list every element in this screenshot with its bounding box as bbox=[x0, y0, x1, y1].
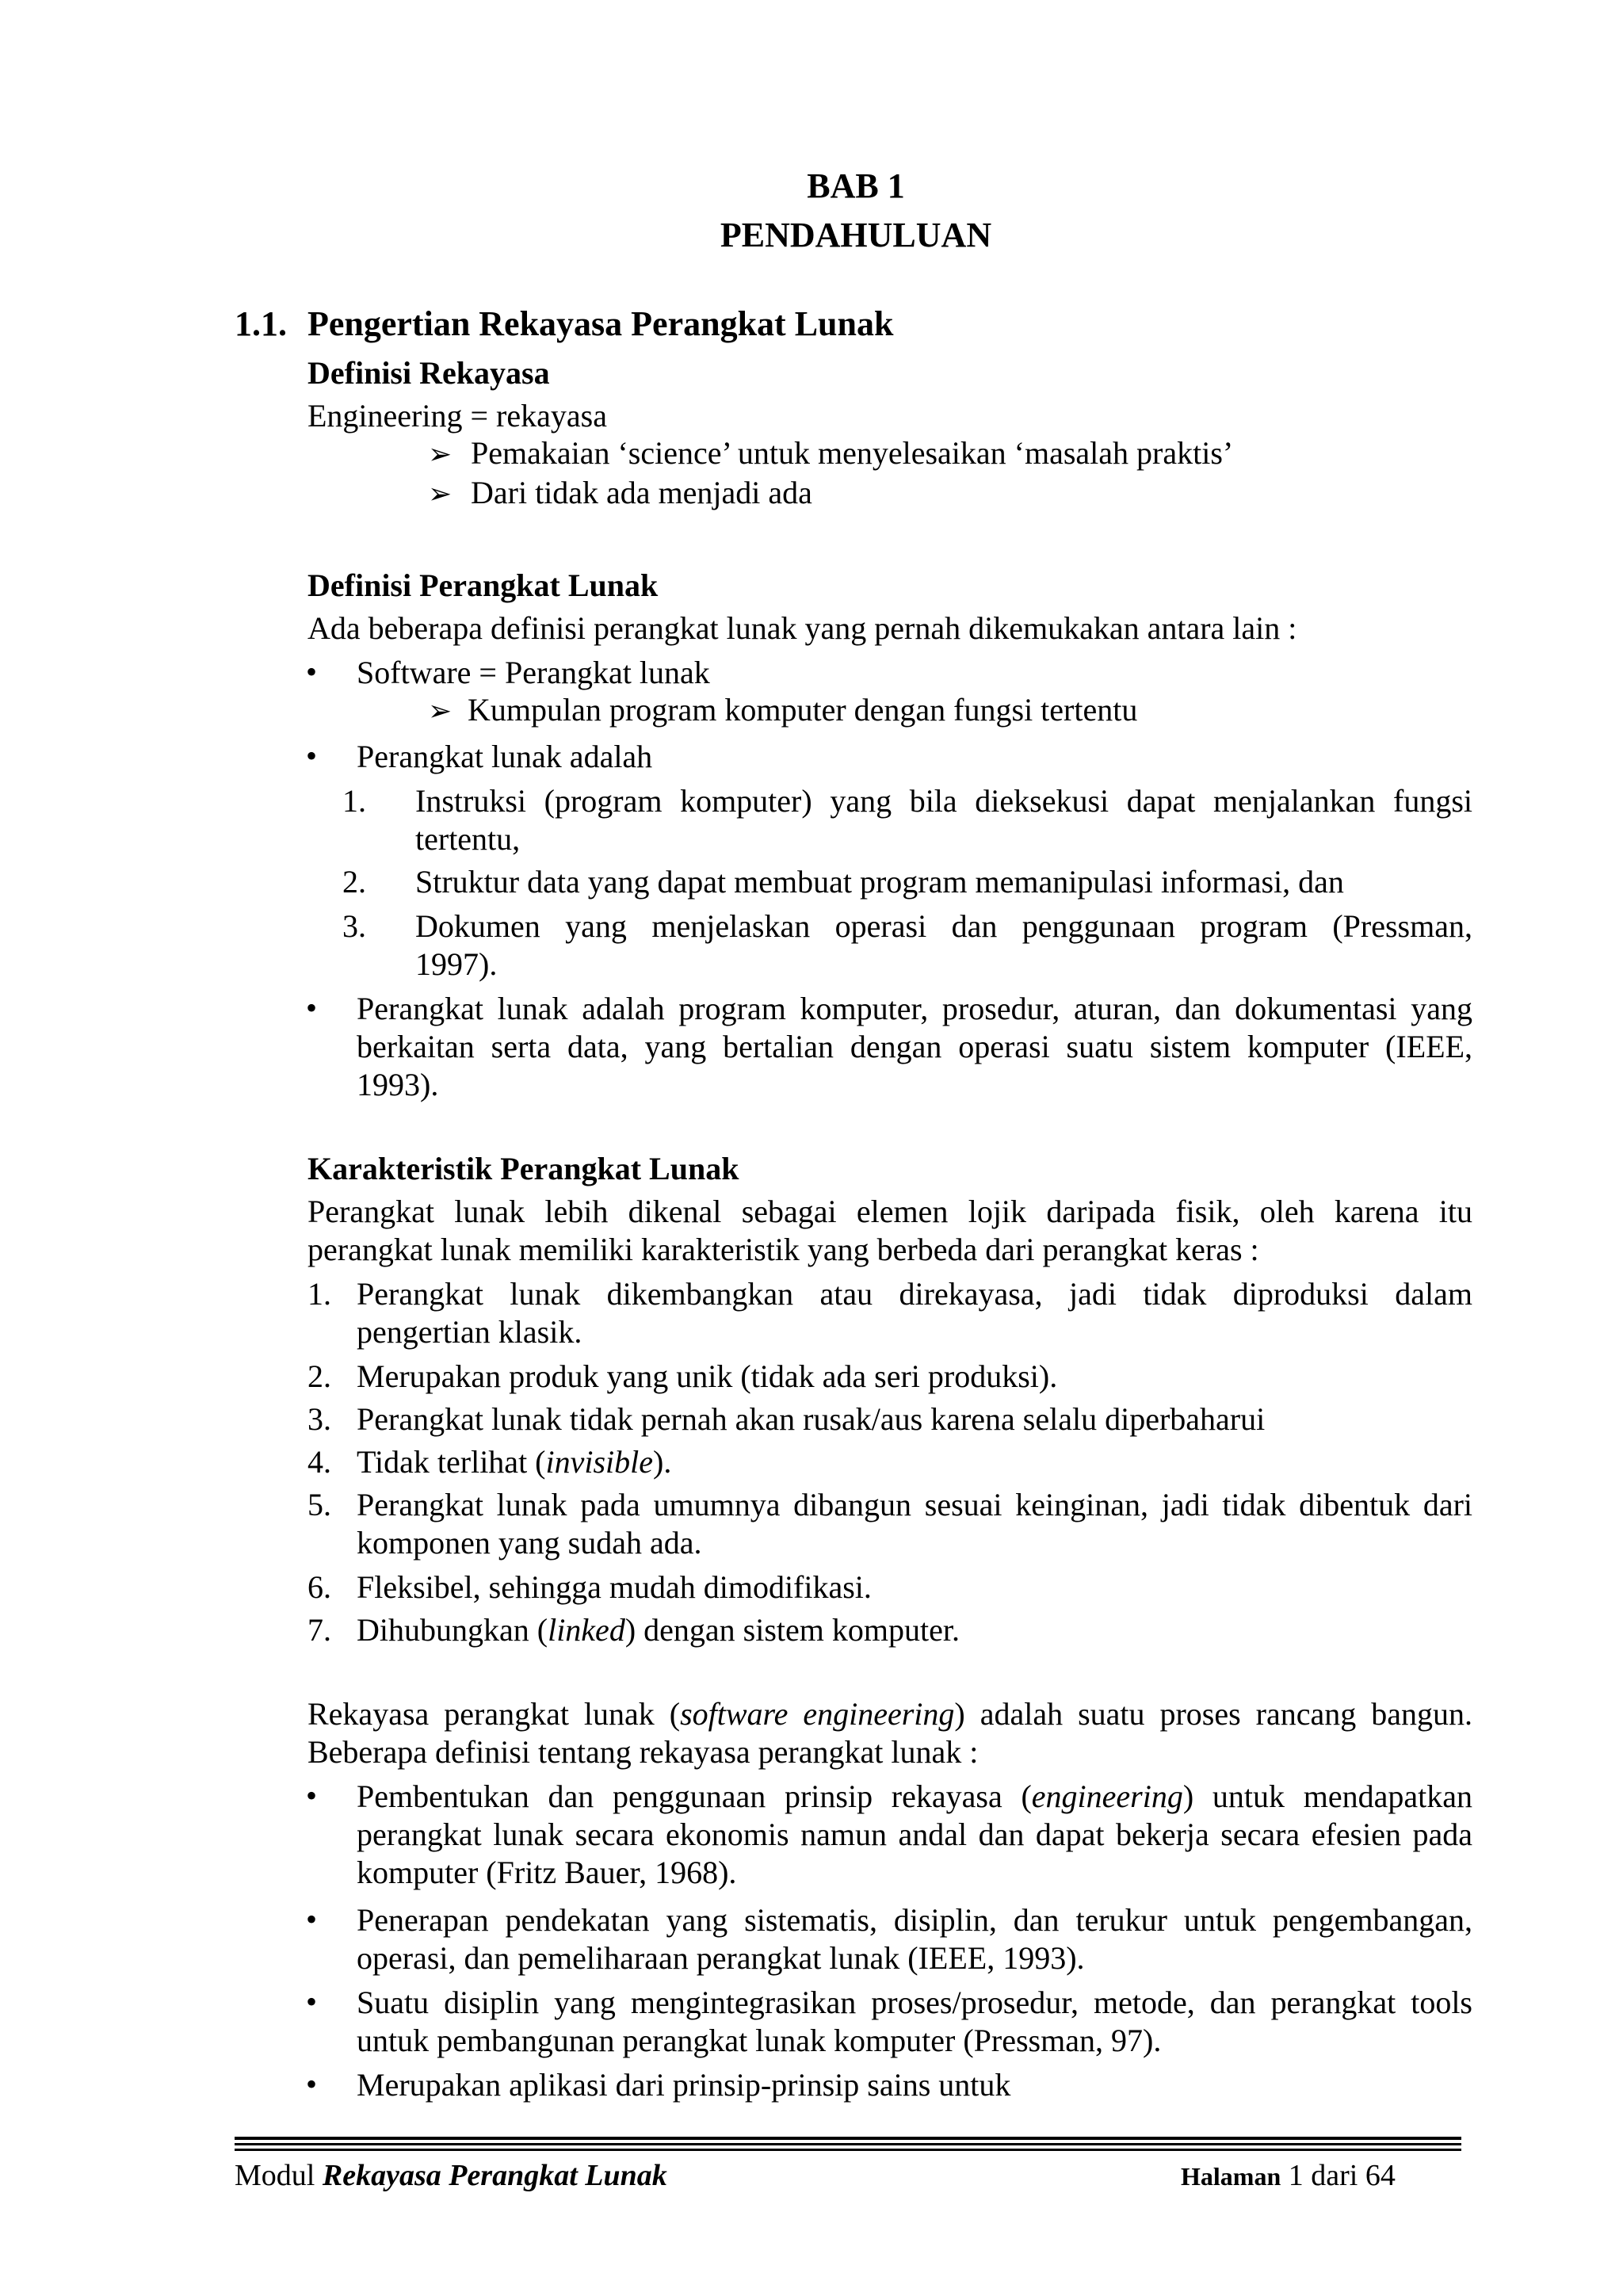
rpl-definition: Penerapan pendekatan yang sistematis, disiplin, dan terukur untuk pengembangan, bbox=[357, 1902, 1472, 1938]
rekayasa-point: Dari tidak ada menjadi ada bbox=[471, 475, 812, 510]
footer-divider bbox=[235, 2149, 1461, 2151]
ieee-definition-cont: 1993). bbox=[357, 1067, 439, 1102]
rpl-definition-cont: operasi, dan pemeliharaan perangkat lunak (IEEE, 1993). bbox=[357, 1940, 1085, 1976]
bullet-icon: • bbox=[306, 738, 318, 774]
arrow-bullet-icon: ➢ bbox=[428, 695, 453, 727]
numbered-definition-cont: tertentu, bbox=[415, 821, 521, 857]
chapter-title: PENDAHULUAN bbox=[720, 216, 992, 254]
definisi-intro: Ada beberapa definisi perangkat lunak yang pernah dikemukakan antara lain : bbox=[307, 610, 1297, 646]
rpl-intro-cont: Beberapa definisi tentang rekayasa perangkat lunak : bbox=[307, 1734, 979, 1770]
heading-definisi-perangkat-lunak: Definisi Perangkat Lunak bbox=[307, 567, 659, 603]
section-title: Pengertian Rekayasa Perangkat Lunak bbox=[307, 304, 894, 343]
footer-page-number: Halaman 1 dari 64 bbox=[1181, 2159, 1396, 2192]
footer-divider bbox=[235, 2137, 1461, 2140]
list-number: 6. bbox=[307, 1569, 331, 1605]
list-number: 3. bbox=[342, 908, 366, 944]
karakteristik-item-cont: pengertian klasik. bbox=[357, 1314, 582, 1350]
ieee-definition-cont: berkaitan serta data, yang bertalian dengan operasi suatu sistem komputer (IEEE, bbox=[357, 1029, 1472, 1064]
bullet-icon: • bbox=[306, 1984, 318, 2019]
bullet-icon: • bbox=[306, 990, 318, 1026]
arrow-bullet-icon: ➢ bbox=[428, 438, 453, 470]
bullet-icon: • bbox=[306, 1901, 318, 1937]
karakteristik-item-cont: komponen yang sudah ada. bbox=[357, 1525, 702, 1561]
footer-module: Modul Rekayasa Perangkat Lunak bbox=[235, 2159, 667, 2192]
karakteristik-item: Merupakan produk yang unik (tidak ada seri produksi). bbox=[357, 1358, 1058, 1394]
karakteristik-item: Perangkat lunak pada umumnya dibangun sesuai keinginan, jadi tidak dibentuk dari bbox=[357, 1487, 1472, 1522]
ieee-definition: Perangkat lunak adalah program komputer, prosedur, aturan, dan dokumentasi yang bbox=[357, 991, 1472, 1026]
list-number: 7. bbox=[307, 1612, 331, 1648]
chapter-number: BAB 1 bbox=[807, 166, 905, 205]
numbered-definition: Struktur data yang dapat membuat program memanipulasi informasi, dan bbox=[415, 864, 1344, 900]
bullet-icon: • bbox=[306, 2066, 318, 2102]
rpl-definition: Pembentukan dan penggunaan prinsip rekayasa (engineering) untuk mendapatkan bbox=[357, 1778, 1472, 1814]
numbered-definition: Instruksi (program komputer) yang bila dieksekusi dapat menjalankan fungsi bbox=[415, 783, 1472, 819]
karakteristik-item: Tidak terlihat (invisible). bbox=[357, 1444, 672, 1480]
numbered-definition: Dokumen yang menjelaskan operasi dan penggunaan program (Pressman, bbox=[415, 908, 1472, 944]
list-number: 5. bbox=[307, 1487, 331, 1522]
karakteristik-item: Fleksibel, sehingga mudah dimodifikasi. bbox=[357, 1569, 872, 1605]
software-item: Software = Perangkat lunak bbox=[357, 655, 710, 690]
list-number: 4. bbox=[307, 1444, 331, 1480]
footer-divider bbox=[235, 2143, 1461, 2145]
arrow-bullet-icon: ➢ bbox=[428, 478, 453, 510]
rpl-definition: Merupakan aplikasi dari prinsip-prinsip sains untuk bbox=[357, 2067, 1011, 2103]
list-number: 1. bbox=[342, 783, 366, 819]
rpl-definition-cont: perangkat lunak secara ekonomis namun andal dan dapat bekerja secara efesien pada bbox=[357, 1817, 1472, 1852]
rpl-intro: Rekayasa perangkat lunak (software engineering) adalah suatu proses rancang bangun. bbox=[307, 1696, 1472, 1732]
rpl-definition: Suatu disiplin yang mengintegrasikan proses/prosedur, metode, dan perangkat tools bbox=[357, 1985, 1472, 2020]
bullet-icon: • bbox=[306, 1778, 318, 1813]
karakteristik-intro: Perangkat lunak lebih dikenal sebagai elemen lojik daripada fisik, oleh karena itu bbox=[307, 1194, 1472, 1229]
software-sub-item: Kumpulan program komputer dengan fungsi tertentu bbox=[468, 692, 1138, 728]
karakteristik-item: Dihubungkan (linked) dengan sistem komputer. bbox=[357, 1612, 960, 1648]
rpl-definition-cont: komputer (Fritz Bauer, 1968). bbox=[357, 1855, 737, 1890]
karakteristik-item: Perangkat lunak dikembangkan atau direkayasa, jadi tidak diproduksi dalam bbox=[357, 1276, 1472, 1312]
list-number: 1. bbox=[307, 1276, 331, 1312]
list-number: 2. bbox=[307, 1358, 331, 1394]
rekayasa-point: Pemakaian ‘science’ untuk menyelesaikan ‘masalah praktis’ bbox=[471, 435, 1234, 471]
karakteristik-item: Perangkat lunak tidak pernah akan rusak/aus karena selalu diperbaharui bbox=[357, 1401, 1266, 1437]
list-number: 3. bbox=[307, 1401, 331, 1437]
adalah-item: Perangkat lunak adalah bbox=[357, 739, 653, 774]
numbered-definition-cont: 1997). bbox=[415, 946, 498, 982]
engineering-definition: Engineering = rekayasa bbox=[307, 398, 607, 434]
heading-definisi-rekayasa: Definisi Rekayasa bbox=[307, 355, 550, 391]
bullet-icon: • bbox=[306, 654, 318, 690]
list-number: 2. bbox=[342, 864, 366, 900]
rpl-definition-cont: untuk pembangunan perangkat lunak komputer (Pressman, 97). bbox=[357, 2023, 1162, 2058]
section-number: 1.1. bbox=[235, 304, 287, 343]
karakteristik-intro-cont: perangkat lunak memiliki karakteristik yang berbeda dari perangkat keras : bbox=[307, 1232, 1259, 1267]
heading-karakteristik: Karakteristik Perangkat Lunak bbox=[307, 1151, 739, 1186]
